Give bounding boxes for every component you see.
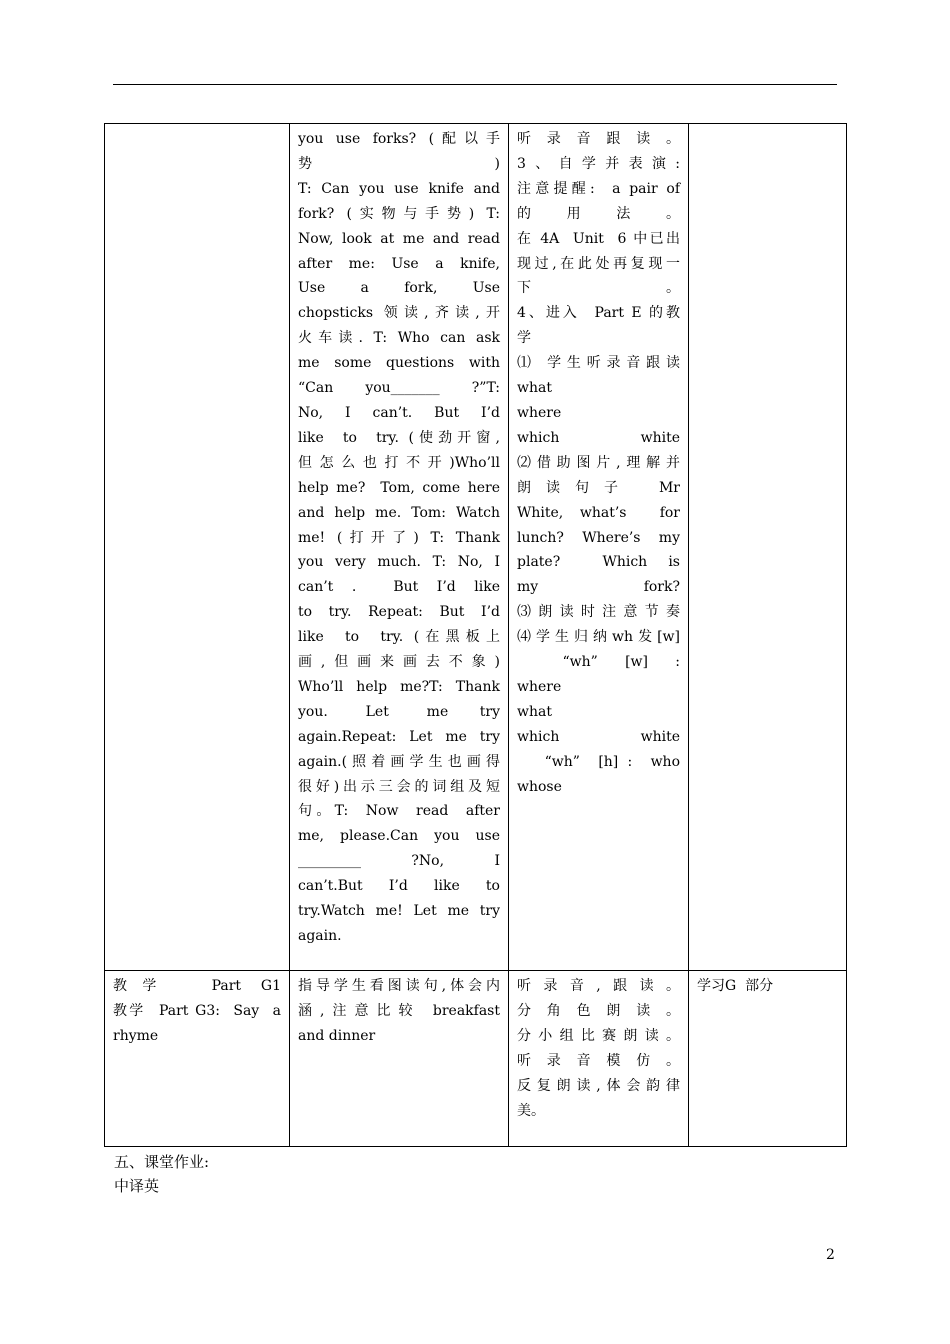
cell-text-line: lunch? Where’s my (517, 529, 680, 546)
cell-text-line: chopsticks 领读,齐读,开 (298, 305, 500, 322)
page-number: 2 (826, 1247, 835, 1263)
cell-text-line: Now, look at me and read (298, 230, 500, 247)
cell-text-line: 很好)出示三会的词组及短 (298, 778, 500, 795)
header-rule (113, 84, 837, 85)
cell-text-line: Who’ll help me?T: Thank (298, 678, 500, 695)
cell-text-line: 教学 Part G1 (113, 978, 281, 994)
cell-text-line: fork? (实物与手势) T: (298, 205, 500, 222)
cell-text-line: ⑶朗读时注意节奏 (517, 604, 680, 621)
cell-text-line: 涵,注意比较 breakfast (298, 1002, 500, 1019)
cell-text-line: where what (517, 678, 646, 720)
cell-text-line: again.(照着画学生也画得 (298, 753, 500, 770)
cell-text-line: which white (517, 728, 680, 745)
cell-text-line: _________ ?No, I (298, 853, 500, 870)
cell-text-line: me, please.Can you use (298, 828, 500, 845)
teacher-activity-cell (290, 124, 509, 971)
cell-text-line: again.Repeat: Let me try (298, 728, 500, 745)
cell-text-line: 势) (298, 155, 500, 172)
cell-text-line: ⑷学生归纳wh发[w] (517, 629, 680, 646)
cell-text-line: 听录音模仿。 (517, 1052, 680, 1069)
cell-text-line: 句。T: Now read after (298, 803, 500, 820)
cell-text-line: “wh” [w] : (517, 654, 680, 671)
teaching-step-cell (105, 971, 290, 1147)
teaching-step-cell (105, 124, 290, 971)
cell-text-line: 注意提醒: a pair of (517, 180, 680, 197)
cell-text-line: 下。 (517, 280, 680, 297)
cell-text-line: can’t . But I’d like (298, 579, 500, 596)
cell-text-line: 反复朗读,体会韵律 (517, 1077, 680, 1094)
homework-heading: 五、课堂作业: (114, 1153, 210, 1171)
cell-text-line: 3、自学并表演: (517, 155, 680, 172)
cell-text-line: can’t.But I’d like to (298, 878, 500, 895)
cell-text-line: after me: Use a knife, (298, 255, 500, 272)
table-row (105, 971, 847, 1147)
cell-text-line: No, I can’t. But I’d (298, 404, 500, 421)
cell-text-line: you use forks? (配以手 (298, 131, 500, 147)
cell-text-line: like to try. (在黑板上 (298, 629, 500, 646)
cell-text-line: what where (517, 380, 637, 421)
cell-text-line: 的用法。 (517, 205, 680, 222)
cell-text-line: 但怎么也打不开)Who’ll (298, 454, 500, 471)
cell-text-line: 学习G 部分 (697, 978, 774, 994)
cell-text-line: “wh” [h] : who (517, 753, 681, 770)
cell-text-line: whose (517, 778, 562, 795)
cell-text-line: me some questions with (298, 355, 500, 372)
cell-text-line: like to try. (使劲开窗, (298, 429, 500, 446)
cell-text-line: try.Watch me! Let me try (298, 903, 500, 920)
cell-text-line: again. (298, 928, 342, 944)
cell-text-line: 听录音跟读。 (517, 131, 680, 147)
student-activity-cell (509, 124, 689, 971)
notes-cell (689, 971, 847, 1147)
cell-text-line: 指导学生看图读句,体会内 (298, 978, 500, 994)
cell-text-line: me! (打开了) T: Thank (298, 529, 500, 546)
cell-text-line: T: Can you use knife and (298, 180, 500, 197)
homework-task: 中译英 (114, 1177, 160, 1195)
student-activity-cell (509, 971, 689, 1147)
cell-text-line: and dinner (298, 1027, 376, 1044)
cell-text-line: 分小组比赛朗读。 (517, 1027, 680, 1044)
cell-text-line: plate? Which is (517, 554, 680, 571)
cell-text-line: you. Let me try (298, 703, 500, 720)
notes-cell (689, 124, 847, 971)
cell-text-line: Use a fork, Use (298, 280, 500, 297)
cell-text-line: 美。 (517, 1102, 545, 1119)
cell-text-line: 学 (517, 330, 531, 347)
cell-text-line: and help me. Tom: Watch (298, 504, 500, 521)
cell-text-line: 朗 读 句 子 Mr (517, 479, 680, 496)
cell-text-line: 火车读. T: Who can ask (298, 330, 500, 347)
cell-text-line: ⑵借助图片,理解并 (517, 454, 680, 471)
cell-text-line: 教学 Part G3: Say a (113, 1002, 281, 1019)
cell-text-line: rhyme (113, 1027, 159, 1044)
teacher-activity-cell (290, 971, 509, 1147)
cell-text-line: White, what’s for (517, 504, 680, 521)
cell-text-line: to try. Repeat: But I’d (298, 604, 500, 621)
cell-text-line: “Can you_______ ?”T: (298, 380, 500, 397)
cell-text-line: 在 4A Unit 6 中已出 (517, 230, 680, 247)
table-row (105, 124, 847, 971)
lesson-plan-table (104, 123, 847, 1147)
cell-text-line: my fork? (517, 579, 680, 596)
cell-text-line: 现过,在此处再复现一 (517, 255, 680, 272)
cell-text-line: 分角色朗读。 (517, 1002, 680, 1019)
cell-text-line: 4、进入 Part E 的教 (517, 305, 680, 322)
cell-text-line: help me? Tom, come here (298, 479, 500, 496)
cell-text-line: 听录音,跟读。 (517, 978, 680, 994)
cell-text-line: ⑴ 学生听录音跟读 (517, 355, 680, 372)
cell-text-line: which white (517, 429, 680, 446)
cell-text-line: you very much. T: No, I (298, 554, 500, 571)
cell-text-line: 画,但画来画去不象) (298, 654, 500, 671)
